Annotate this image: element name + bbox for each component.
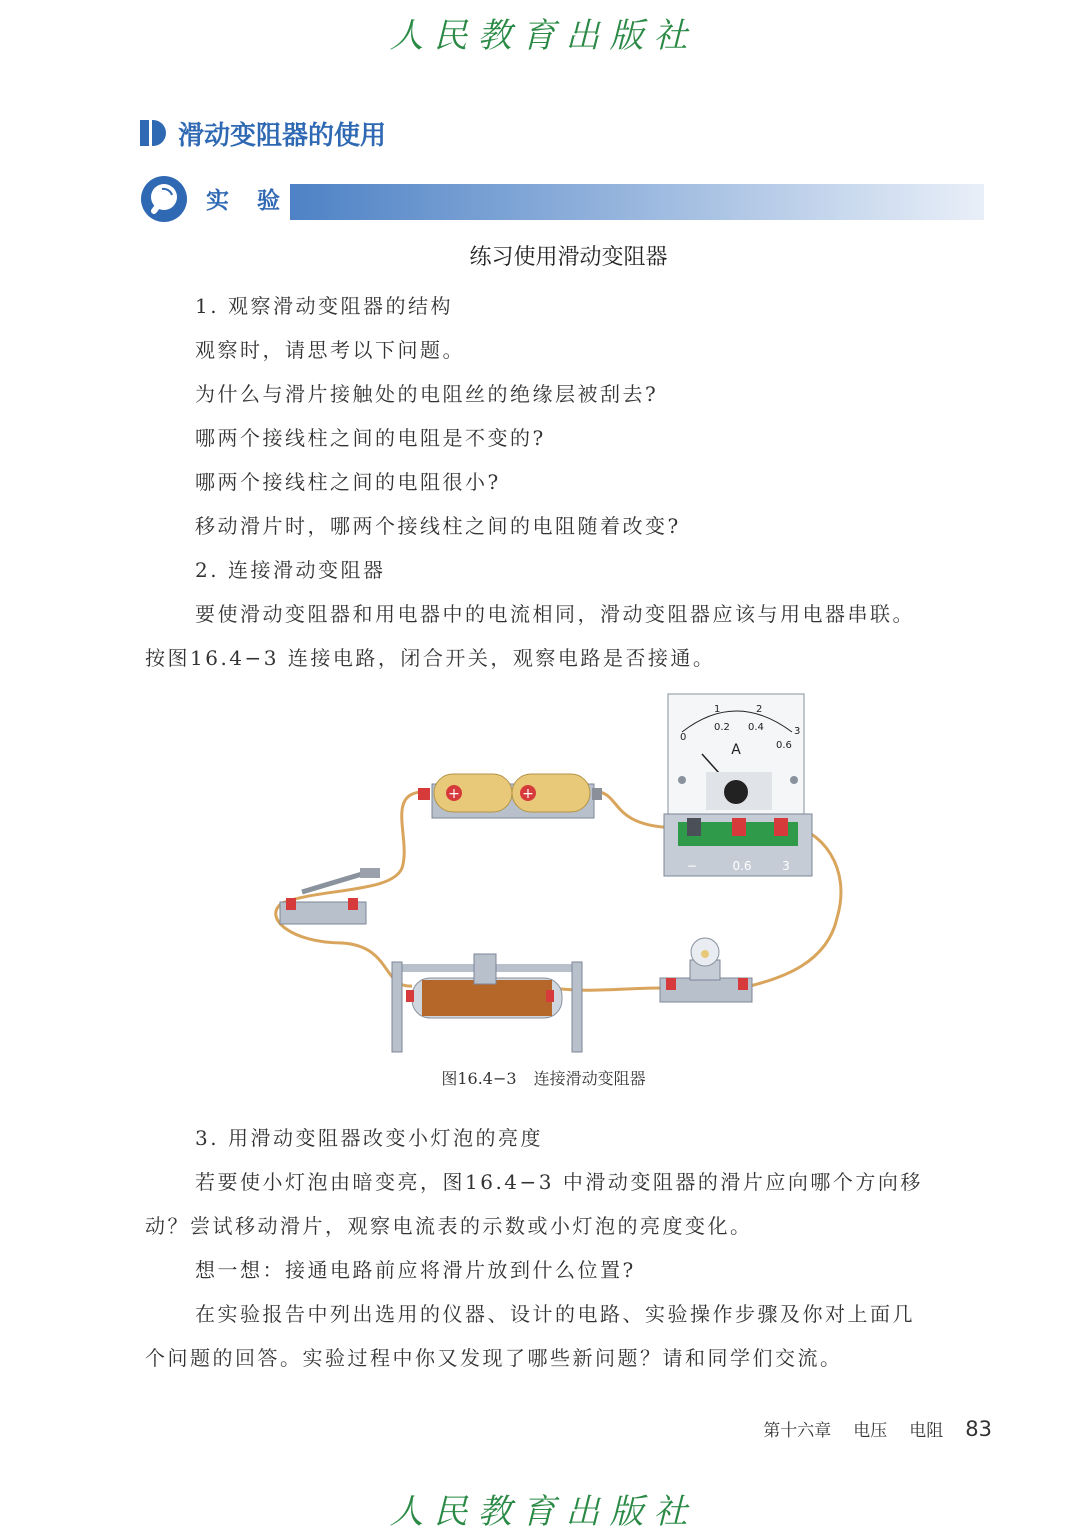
experiment-title: 练习使用滑动变阻器 xyxy=(469,245,668,270)
paragraph: 哪两个接线柱之间的电阻是不变的? xyxy=(195,426,546,450)
battery-holder xyxy=(418,774,602,818)
paragraph: 观察时，请思考以下问题。 xyxy=(195,338,465,362)
paragraph: 1. 观察滑动变阻器的结构 xyxy=(195,294,453,318)
meter-scale-bottom: 0.6 xyxy=(776,740,792,751)
page-footer xyxy=(763,1416,992,1441)
paragraph: 要使滑动变阻器和用电器中的电流相同，滑动变阻器应该与用电器串联。 xyxy=(195,602,915,626)
meter-scale-top: 2 xyxy=(756,704,763,715)
section-marker-bar xyxy=(140,120,149,146)
page-number: 83 xyxy=(965,1417,992,1441)
meter-scale-bottom: 0 xyxy=(680,732,687,743)
meter-symbol: A xyxy=(731,742,741,758)
paragraph: 按图16.4−3 连接电路，闭合开关，观察电路是否接通。 xyxy=(145,646,716,670)
lamp xyxy=(660,938,752,1002)
paragraph: 为什么与滑片接触处的电阻丝的绝缘层被刮去? xyxy=(195,382,659,406)
meter-scale-top: 3 xyxy=(794,726,801,737)
section-heading xyxy=(140,114,386,152)
body-text-section-1 xyxy=(145,284,995,680)
section-marker-icon xyxy=(152,120,166,146)
wire xyxy=(276,792,430,986)
body-text-section-2 xyxy=(145,1116,995,1380)
circuit-figure xyxy=(262,688,852,1054)
paragraph: 动？尝试移动滑片，观察电流表的示数或小灯泡的亮度变化。 xyxy=(145,1214,753,1238)
figure-caption-text: 连接滑动变阻器 xyxy=(533,1069,646,1088)
paragraph: 2. 连接滑动变阻器 xyxy=(195,558,386,582)
paragraph: 3. 用滑动变阻器改变小灯泡的亮度 xyxy=(195,1126,543,1150)
ammeter xyxy=(664,694,812,876)
publisher-footer: 人民教育出版社 xyxy=(389,1492,698,1532)
paragraph: 若要使小灯泡由暗变亮，图16.4−3 中滑动变阻器的滑片应向哪个方向移 xyxy=(195,1170,923,1194)
paragraph: 想一想：接通电路前应将滑片放到什么位置? xyxy=(195,1258,636,1282)
topic-label: 电阻 xyxy=(909,1421,944,1441)
section-title: 滑动变阻器的使用 xyxy=(178,120,387,151)
paragraph: 个问题的回答。实验过程中你又发现了哪些新问题？请和同学们交流。 xyxy=(145,1346,843,1370)
meter-scale-bottom: 0.4 xyxy=(748,722,764,733)
meter-scale-top: 1 xyxy=(714,704,721,715)
figure-caption xyxy=(0,1066,1087,1089)
terminal-label: 0.6 xyxy=(732,859,752,873)
experiment-label: 实 验 xyxy=(206,188,291,214)
publisher-header: 人民教育出版社 xyxy=(389,16,698,56)
sliding-rheostat xyxy=(392,954,582,1052)
meter-scale-bottom: 0.2 xyxy=(714,722,730,733)
chapter-label: 第十六章 xyxy=(763,1421,832,1441)
paragraph: 在实验报告中列出选用的仪器、设计的电路、实验操作步骤及你对上面几 xyxy=(195,1302,915,1326)
terminal-label: 3 xyxy=(782,859,790,873)
svg-text:+: + xyxy=(448,786,460,802)
experiment-banner xyxy=(272,184,984,220)
terminal-label: − xyxy=(686,859,698,873)
topic-label: 电压 xyxy=(853,1421,888,1441)
paragraph: 移动滑片时，哪两个接线柱之间的电阻随着改变? xyxy=(195,514,681,538)
wire xyxy=(552,988,662,990)
figure-number: 图16.4−3 xyxy=(441,1069,517,1088)
svg-text:+: + xyxy=(522,786,534,802)
magnifier-icon xyxy=(140,175,188,223)
paragraph: 哪两个接线柱之间的电阻很小? xyxy=(195,470,501,494)
knife-switch xyxy=(280,868,380,924)
